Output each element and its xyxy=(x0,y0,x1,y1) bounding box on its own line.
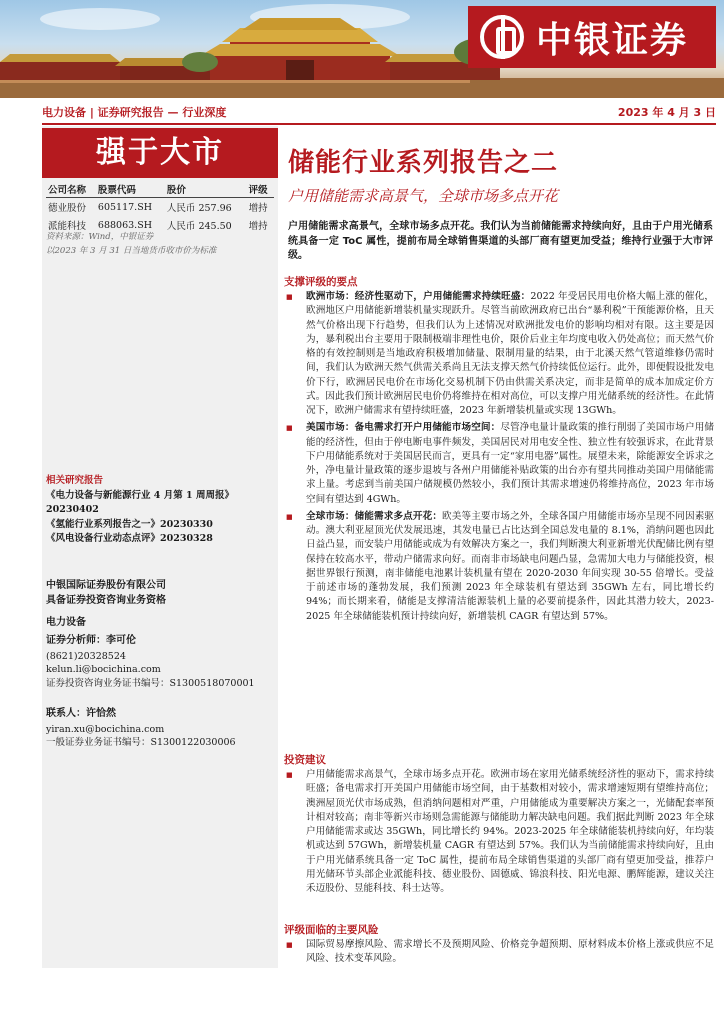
header-divider xyxy=(42,123,716,125)
column-header: 股价 xyxy=(165,181,247,198)
stock-price: 人民币 245.50 xyxy=(166,221,232,232)
report-header xyxy=(42,102,716,122)
report-date: 2023 年 4 月 3 日 xyxy=(617,106,716,119)
risks-body xyxy=(284,938,714,967)
list-item xyxy=(284,421,714,507)
stock-rating: 增持 xyxy=(248,221,268,232)
brand-logo xyxy=(468,6,716,68)
investment-body xyxy=(284,768,714,896)
report-subtitle: 户用储能需求高景气，全球市场多点开花 xyxy=(288,187,559,205)
contact-info xyxy=(46,707,274,750)
key-points-body xyxy=(284,290,714,624)
stock-table-header xyxy=(46,181,274,198)
company-name: 德业股份 xyxy=(48,203,87,214)
point-text: 2022 年受居民用电价格大幅上涨的催化，欧洲地区户用储能新增装机量实现跃升。尽管当前欧洲政府已出台“暴利税”干预能源价格，且天然气价格出现下行趋势，但我们认为上述情况对欧洲批发电价的影响均相对有限。这主要是因为，暴利税出台主要用于限制极端非理性电价，限价后业主年均度电收入仍处高位；而天然气价格的有效控制则是当地政府积极增加储量、限制用量的结果，由于北溪天然气管道维修仍需时间，我们认为欧洲天然气供需关系尚且无法支撑天然气价持续低位运行。此外，即便假设批发电价下行，欧洲居民电价在市场化交易机制下仍由供需关系决定，而非是简单的成本加成定价方式。因此我们预计欧洲居民电价仍将维持在相对高位，可以支撑户用光储系统的经济性。在此情况下，欧洲户储需求有望持续旺盛，2023 年新增装机量或实现 13GWh。 xyxy=(306,291,715,416)
table-source-note xyxy=(46,230,274,258)
section-heading-risks: 评级面临的主要风险 xyxy=(284,924,379,936)
related-report-link[interactable]: 《氢能行业系列报告之一》20230330 xyxy=(46,518,213,530)
stock-code: 605117.SH xyxy=(97,201,152,213)
related-report-link[interactable]: 《电力设备与新能源行业 4 月第 1 周周报》20230402 xyxy=(46,489,234,515)
column-header: 股票代码 xyxy=(96,181,165,198)
point-lead: 美国市场：备电需求打开户用储能市场空间： xyxy=(306,422,501,434)
analyst-info xyxy=(46,634,274,690)
contact-email[interactable]: yiran.xu@bocichina.com xyxy=(46,723,165,735)
industry-rating: 强于大市 xyxy=(42,128,278,178)
contact-name: 联系人：许恰然 xyxy=(46,708,116,719)
company-info xyxy=(46,578,274,608)
stock-code: 688063.SH xyxy=(97,219,152,231)
price-note: 以2023 年 3 月 31 日当地货币收市价为标准 xyxy=(46,246,217,256)
risk-text: 国际贸易摩擦风险、需求增长不及预期风险、价格竞争超预期、原材料成本价格上涨或供应不足风险、技术变革风险。 xyxy=(306,939,714,965)
list-item xyxy=(284,938,714,967)
point-text: 尽管净电量计量政策的推行削弱了美国市场户用储能的经济性，但由于停电断电事件频发，美国居民对用电安全性、独立性有较强诉求，在此背景下户用储能系统对于美国居民而言，更具有一定“家用电器”属性。展望未来，除能源安全诉求之外，净电量计量政策的逐步退坡与各州户用储能补贴政策的出台亦有望共同推动美国户用储能需求上量。考虑到当前美国户储规模仍然较小，我们预计其需求增速仍将维持高位，2023 年市场空间有望达到 4GWh。 xyxy=(306,422,715,505)
column-header: 公司名称 xyxy=(46,181,96,198)
stock-rating: 增持 xyxy=(248,203,268,214)
contact-license: 一般证券业务证书编号：S1300122030006 xyxy=(46,737,236,748)
section-heading-key-points: 支撑评级的要点 xyxy=(284,276,358,288)
sector-label: 电力设备 xyxy=(46,617,86,628)
related-reports xyxy=(46,474,274,547)
table-row xyxy=(46,198,274,217)
header-banner xyxy=(0,0,724,98)
bank-of-china-logo-icon xyxy=(480,15,524,59)
analyst-license: 证券投资咨询业务证书编号：S1300518070001 xyxy=(46,677,255,689)
analyst-email[interactable]: kelun.li@bocichina.com xyxy=(46,664,161,675)
company-qualification: 具备证券投资咨询业务资格 xyxy=(46,595,166,606)
data-source: 资料来源：Wind，中银证券 xyxy=(46,232,154,242)
stock-table xyxy=(46,181,274,234)
point-lead: 全球市场：储能需求多点开花： xyxy=(306,510,443,522)
point-text: 欧美等主要市场之外，全球各国户用储能市场亦呈现不同因素驱动。澳大利亚屋顶光伏发展迅速，其发电量已占比达到全国总发电量的 8.1%，消纳问题也因此日益凸显，而安装户用储能或成为有效解决方案之一，我们判断澳大利亚新增光伏配储比例有望保持在较高水平，带动户储需求向好。而南非市场缺电问题凸显，急需加大电力与储能投资，根据世界银行预测，南非储能电池累计装机量有望在 2020-2030 年间实现 30-55 倍增长。受益于前述市场的蓬勃发展，我们预测 2023 年全球装机有望达到 35GWh 左右，同比增长约 94%；而长期来看，储能是支撑清洁能源装机上量的必要前提条件，因此其潜力较大，2023-2025 年全球储能装机预计持续向好，新增装机 CAGR 有望达到 57%。 xyxy=(306,510,715,622)
list-item xyxy=(284,290,714,418)
report-summary: 户用储能需求高景气，全球市场多点开花。我们认为当前储能需求持续向好，且由于户用光储系统具备一定 ToC 属性，提前布局全球销售渠道的头部厂商有望更加受益；维持行业强于大市评级。 xyxy=(288,221,713,262)
list-item xyxy=(284,510,714,624)
company-name-line: 中银国际证券股份有限公司 xyxy=(46,580,166,591)
analyst-phone: (8621)20328524 xyxy=(46,650,126,662)
point-lead: 欧洲市场：经济性驱动下，户用储能需求持续旺盛： xyxy=(306,291,531,302)
report-category: 电力设备 | 证券研究报告 — 行业深度 xyxy=(42,106,227,119)
section-heading-investment: 投资建议 xyxy=(284,754,326,766)
analyst-name: 证券分析师：李可伦 xyxy=(46,635,136,646)
report-title: 储能行业系列报告之二 xyxy=(288,148,559,178)
related-report-link[interactable]: 《风电设备行业动态点评》20230328 xyxy=(46,533,213,544)
company-name: 派能科技 xyxy=(48,221,87,232)
column-header: 评级 xyxy=(247,181,274,198)
investment-text: 户用储能需求高景气，全球市场多点开花。欧洲市场在家用光储系统经济性的驱动下，需求持续旺盛；备电需求打开美国户用储能市场空间，由于基数相对较小，需求增速短期有望维持高位；澳洲屋顶光伏市场成熟，但消纳问题相对严重，户用储能成为重要解决方案之一，光储配套率预计相对较高；南非等新兴市场则急需能源与储能助力解决缺电问题。我们据此判断 2023 年全球户用储能需求或达 35GWh，同比增长约 94%。2023-2025 年全球储能装机持续向好，年均装机或达到 57GWh，新增装机量 CAGR 有望达到 57%。我们认为当前储能需求持续向好，且由于户用光储系统具备一定 ToC 属性，提前布局全球销售渠道的头部厂商有望更加受益，推荐户用光储环节头部企业派能科技、德业股份、固德威、锦浪科技、阳光电源、鹏辉能源，建议关注禾迈股份、昱能科技、科士达等。 xyxy=(306,769,714,894)
stock-price: 人民币 257.96 xyxy=(166,203,232,214)
related-reports-heading: 相关研究报告 xyxy=(46,475,104,486)
list-item xyxy=(284,768,714,896)
brand-name: 中银证券 xyxy=(536,19,689,61)
